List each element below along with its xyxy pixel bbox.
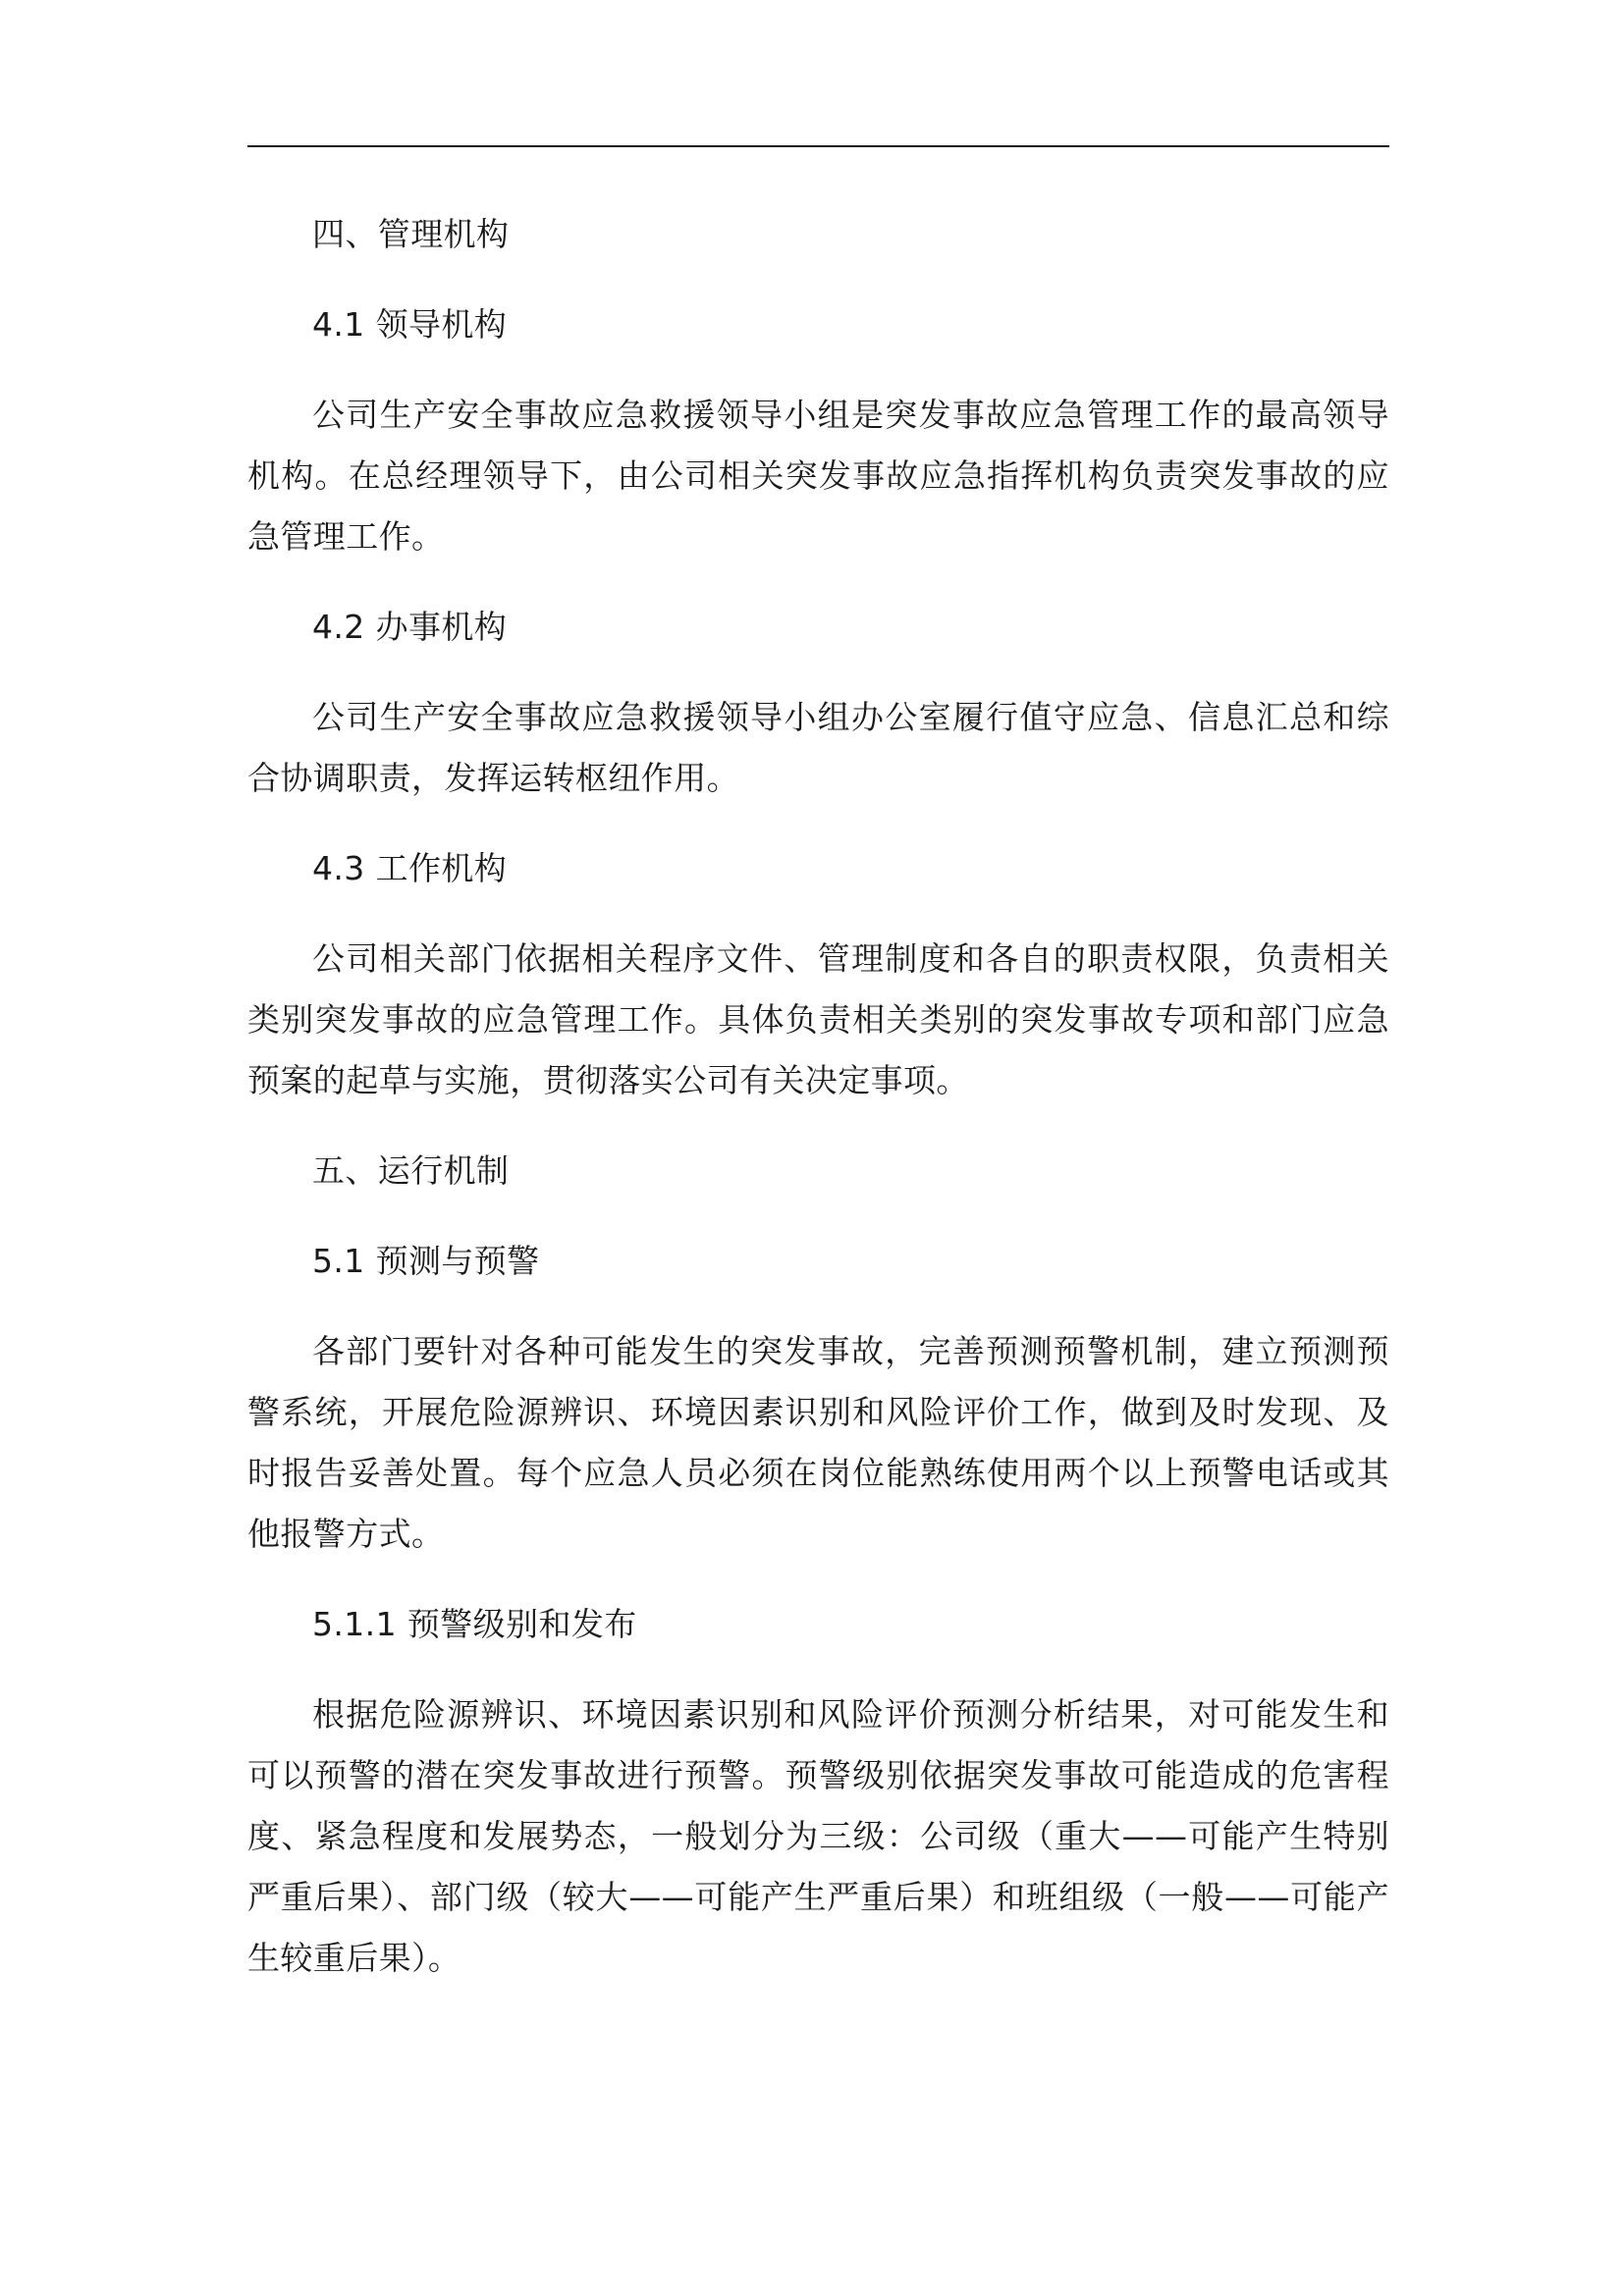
subsection-heading-4-1: 4.1 领导机构: [312, 305, 508, 344]
paragraph-4-2: 公司生产安全事故应急救援领导小组办公室履行值守应急、信息汇总和综合协调职责，发挥运转枢纽作用。: [247, 698, 1389, 797]
subsection-heading-4-3: 4.3 工作机构: [312, 849, 508, 887]
paragraph-4-1: 公司生产安全事故应急救援领导小组是突发事故应急管理工作的最高领导机构。在总经理领导下，由公司相关突发事故应急指挥机构负责突发事故的应急管理工作。: [247, 396, 1389, 556]
paragraph-4-3: 公司相关部门依据相关程序文件、管理制度和各自的职责权限，负责相关类别突发事故的应急管理工作。具体负责相关类别的突发事故专项和部门应急预案的起草与实施，贯彻落实公司有关决定事项。: [247, 939, 1389, 1099]
paragraph-5-1: 各部门要针对各种可能发生的突发事故，完善预测预警机制，建立预测预警系统，开展危险源辨识、环境因素识别和风险评价工作，做到及时发现、及时报告妥善处置。每个应急人员必须在岗位能熟练使用两个以上预警电话或其他报警方式。: [247, 1332, 1389, 1553]
section-heading-4: 四、管理机构: [312, 215, 510, 253]
paragraph-5-1-1: 根据危险源辨识、环境因素识别和风险评价预测分析结果，对可能发生和可以预警的潜在突发事故进行预警。预警级别依据突发事故可能造成的危害程度、紧急程度和发展势态，一般划分为三级：公司级（重大——可能产生特别严重后果）、部门级（较大——可能产生严重后果）和班组级（一般——可能产生较重后果）。: [247, 1695, 1389, 1977]
section-heading-5: 五、运行机制: [312, 1151, 510, 1190]
document-body: [247, 204, 1389, 2018]
header-rule: [247, 145, 1389, 147]
subsection-heading-5-1: 5.1 预测与预警: [312, 1242, 540, 1280]
subsection-heading-5-1-1: 5.1.1 预警级别和发布: [312, 1605, 637, 1643]
subsection-heading-4-2: 4.2 办事机构: [312, 608, 508, 646]
